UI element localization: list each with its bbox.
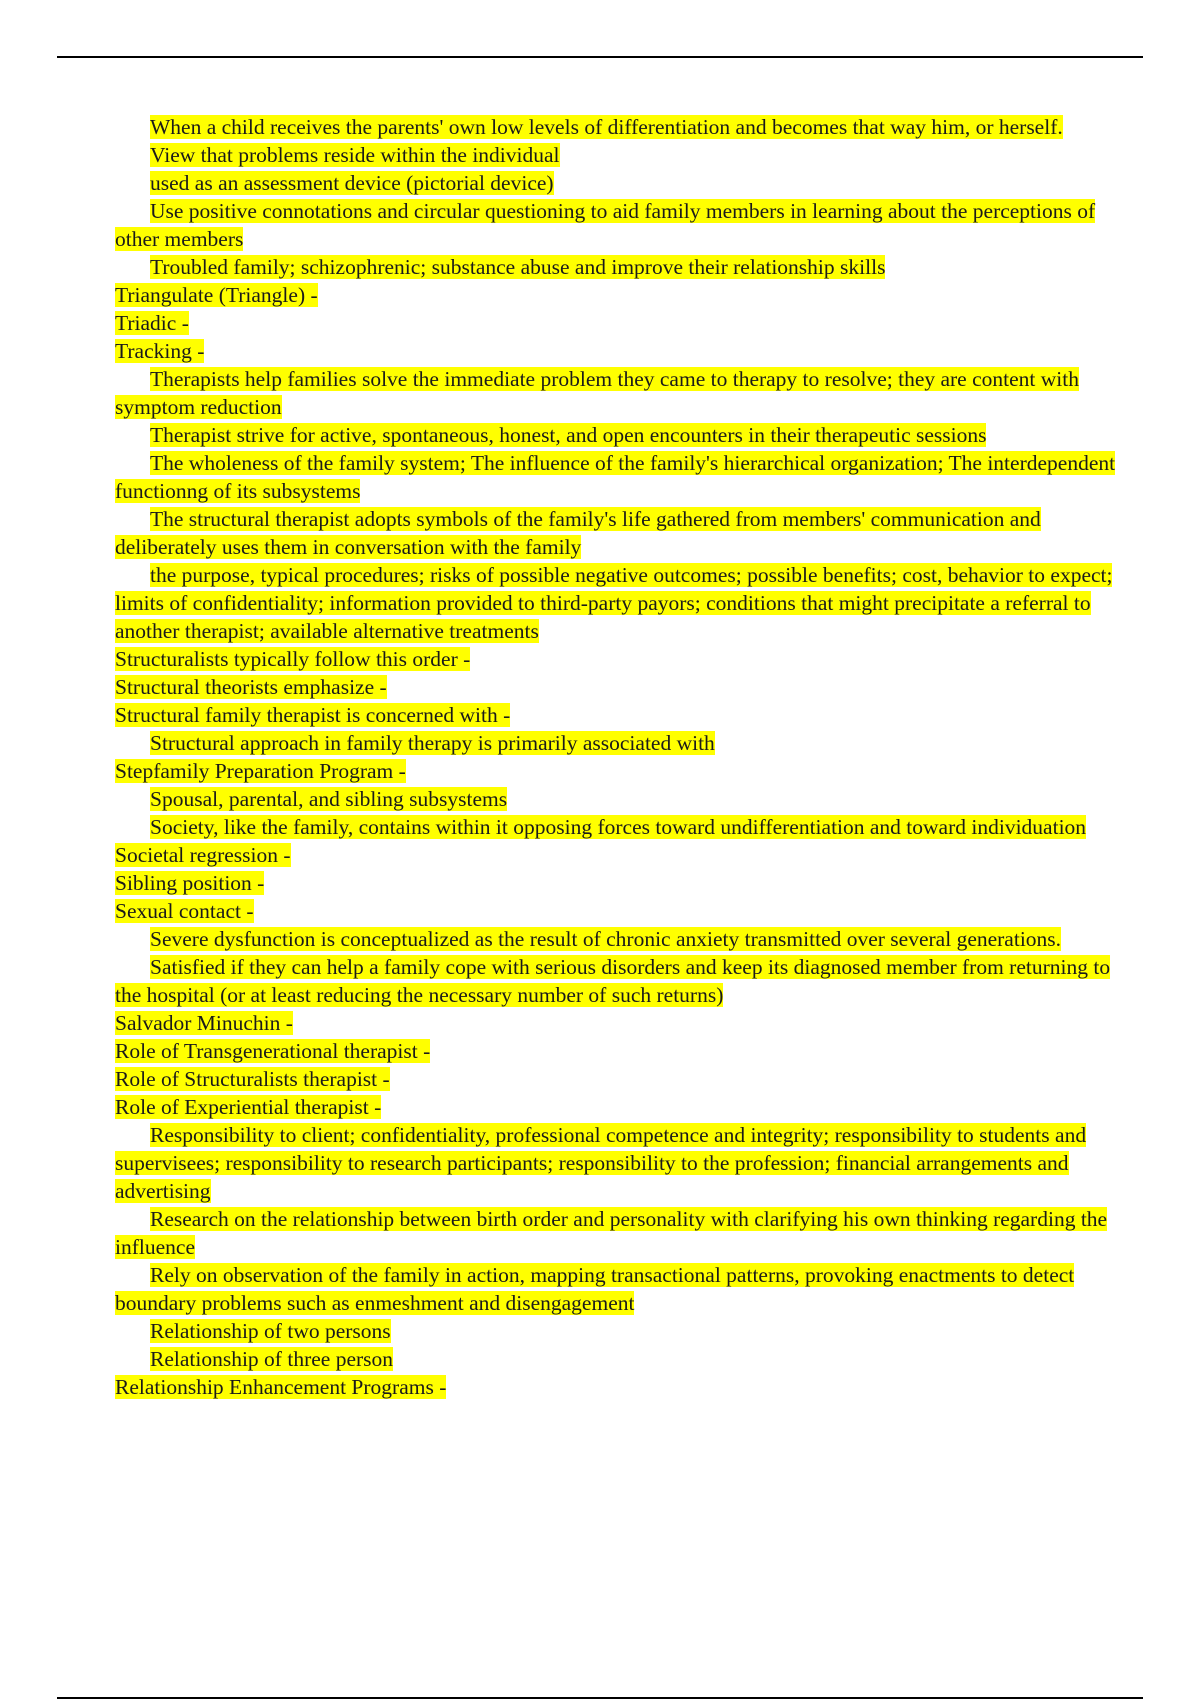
highlighted-text: View that problems reside within the individual (150, 143, 560, 167)
text-line (115, 953, 1125, 1009)
text-line (115, 1373, 1125, 1401)
highlighted-text: Role of Structuralists therapist - (115, 1067, 390, 1091)
highlighted-text: Responsibility to client; confidentiality, professional competence and integrity; responsibility to students and supervisees; responsibility to research participants; responsibility to the profession; financial arrangements and advertising (115, 1123, 1087, 1203)
text-line (115, 841, 1125, 869)
text-line (115, 449, 1125, 505)
text-line (115, 169, 1125, 197)
highlighted-text: Use positive connotations and circular questioning to aid family members in learning about the perceptions of other members (115, 199, 1096, 251)
highlighted-text: Satisfied if they can help a family cope with serious disorders and keep its diagnosed member from returning to the hospital (or at least reducing the necessary number of such returns) (115, 955, 1111, 1007)
text-line (115, 1317, 1125, 1345)
text-line (115, 253, 1125, 281)
highlighted-text: Research on the relationship between birth order and personality with clarifying his own thinking regarding the influence (115, 1207, 1108, 1259)
text-line (115, 1009, 1125, 1037)
highlighted-text: Societal regression - (115, 843, 291, 867)
text-line (115, 505, 1125, 561)
text-line (115, 1345, 1125, 1373)
highlighted-text: When a child receives the parents' own low levels of differentiation and becomes that way him, or herself. (150, 115, 1063, 139)
text-line (115, 925, 1125, 953)
text-line (115, 1065, 1125, 1093)
text-line (115, 281, 1125, 309)
highlighted-text: Role of Experiential therapist - (115, 1095, 382, 1119)
top-rule (57, 56, 1143, 58)
text-line (115, 365, 1125, 421)
text-line (115, 337, 1125, 365)
highlighted-text: Triadic - (115, 311, 189, 335)
text-line (115, 561, 1125, 645)
highlighted-text: Structural theorists emphasize - (115, 675, 387, 699)
highlighted-text: Stepfamily Preparation Program - (115, 759, 406, 783)
highlighted-text: Structural family therapist is concerned with - (115, 703, 511, 727)
text-line (115, 1121, 1125, 1205)
text-line (115, 729, 1125, 757)
highlighted-text: Spousal, parental, and sibling subsystems (150, 787, 508, 811)
text-line (115, 1261, 1125, 1317)
text-line (115, 897, 1125, 925)
highlighted-text: Rely on observation of the family in action, mapping transactional patterns, provoking enactments to detect boundary problems such as enmeshment and disengagement (115, 1263, 1075, 1315)
text-line (115, 309, 1125, 337)
highlighted-text: Salvador Minuchin - (115, 1011, 293, 1035)
highlighted-text: The structural therapist adopts symbols of the family's life gathered from members' communication and deliberately uses them in conversation with the family (115, 507, 1041, 559)
highlighted-text: Tracking - (115, 339, 205, 363)
highlighted-text: Relationship of three person (150, 1347, 394, 1371)
highlighted-text: Relationship Enhancement Programs - (115, 1375, 447, 1399)
text-line (115, 813, 1125, 841)
highlighted-text: used as an assessment device (pictorial device) (150, 171, 554, 195)
highlighted-text: Triangulate (Triangle) - (115, 283, 318, 307)
text-line (115, 757, 1125, 785)
highlighted-text: Therapists help families solve the immediate problem they came to therapy to resolve; they are content with symptom reduction (115, 367, 1079, 419)
highlighted-text: the purpose, typical procedures; risks of possible negative outcomes; possible benefits; cost, behavior to expect; limits of confidentiality; information provided to third-party payors; conditions that might precipitate a referral to another therapist; available alternative treatments (115, 563, 1113, 643)
text-line (115, 141, 1125, 169)
text-line (115, 1037, 1125, 1065)
text-line (115, 421, 1125, 449)
text-line (115, 1093, 1125, 1121)
highlighted-text: Society, like the family, contains within it opposing forces toward undifferentiation and toward individuation (150, 815, 1087, 839)
text-line (115, 869, 1125, 897)
highlighted-text: Severe dysfunction is conceptualized as the result of chronic anxiety transmitted over several generations. (150, 927, 1062, 951)
text-line (115, 113, 1125, 141)
text-line (115, 673, 1125, 701)
highlighted-text: Structural approach in family therapy is primarily associated with (150, 731, 715, 755)
document-body (115, 113, 1125, 1401)
text-line (115, 645, 1125, 673)
highlighted-text: Troubled family; schizophrenic; substance abuse and improve their relationship skills (150, 255, 886, 279)
highlighted-text: The wholeness of the family system; The influence of the family's hierarchical organization; The interdependent functionng of its subsystems (115, 451, 1116, 503)
text-line (115, 1205, 1125, 1261)
highlighted-text: Relationship of two persons (150, 1319, 391, 1343)
bottom-rule (57, 1697, 1143, 1699)
highlighted-text: Role of Transgenerational therapist - (115, 1039, 431, 1063)
text-line (115, 785, 1125, 813)
text-line (115, 701, 1125, 729)
text-line (115, 197, 1125, 253)
highlighted-text: Structuralists typically follow this order - (115, 647, 471, 671)
highlighted-text: Sibling position - (115, 871, 265, 895)
highlighted-text: Sexual contact - (115, 899, 254, 923)
highlighted-text: Therapist strive for active, spontaneous, honest, and open encounters in their therapeutic sessions (150, 423, 987, 447)
